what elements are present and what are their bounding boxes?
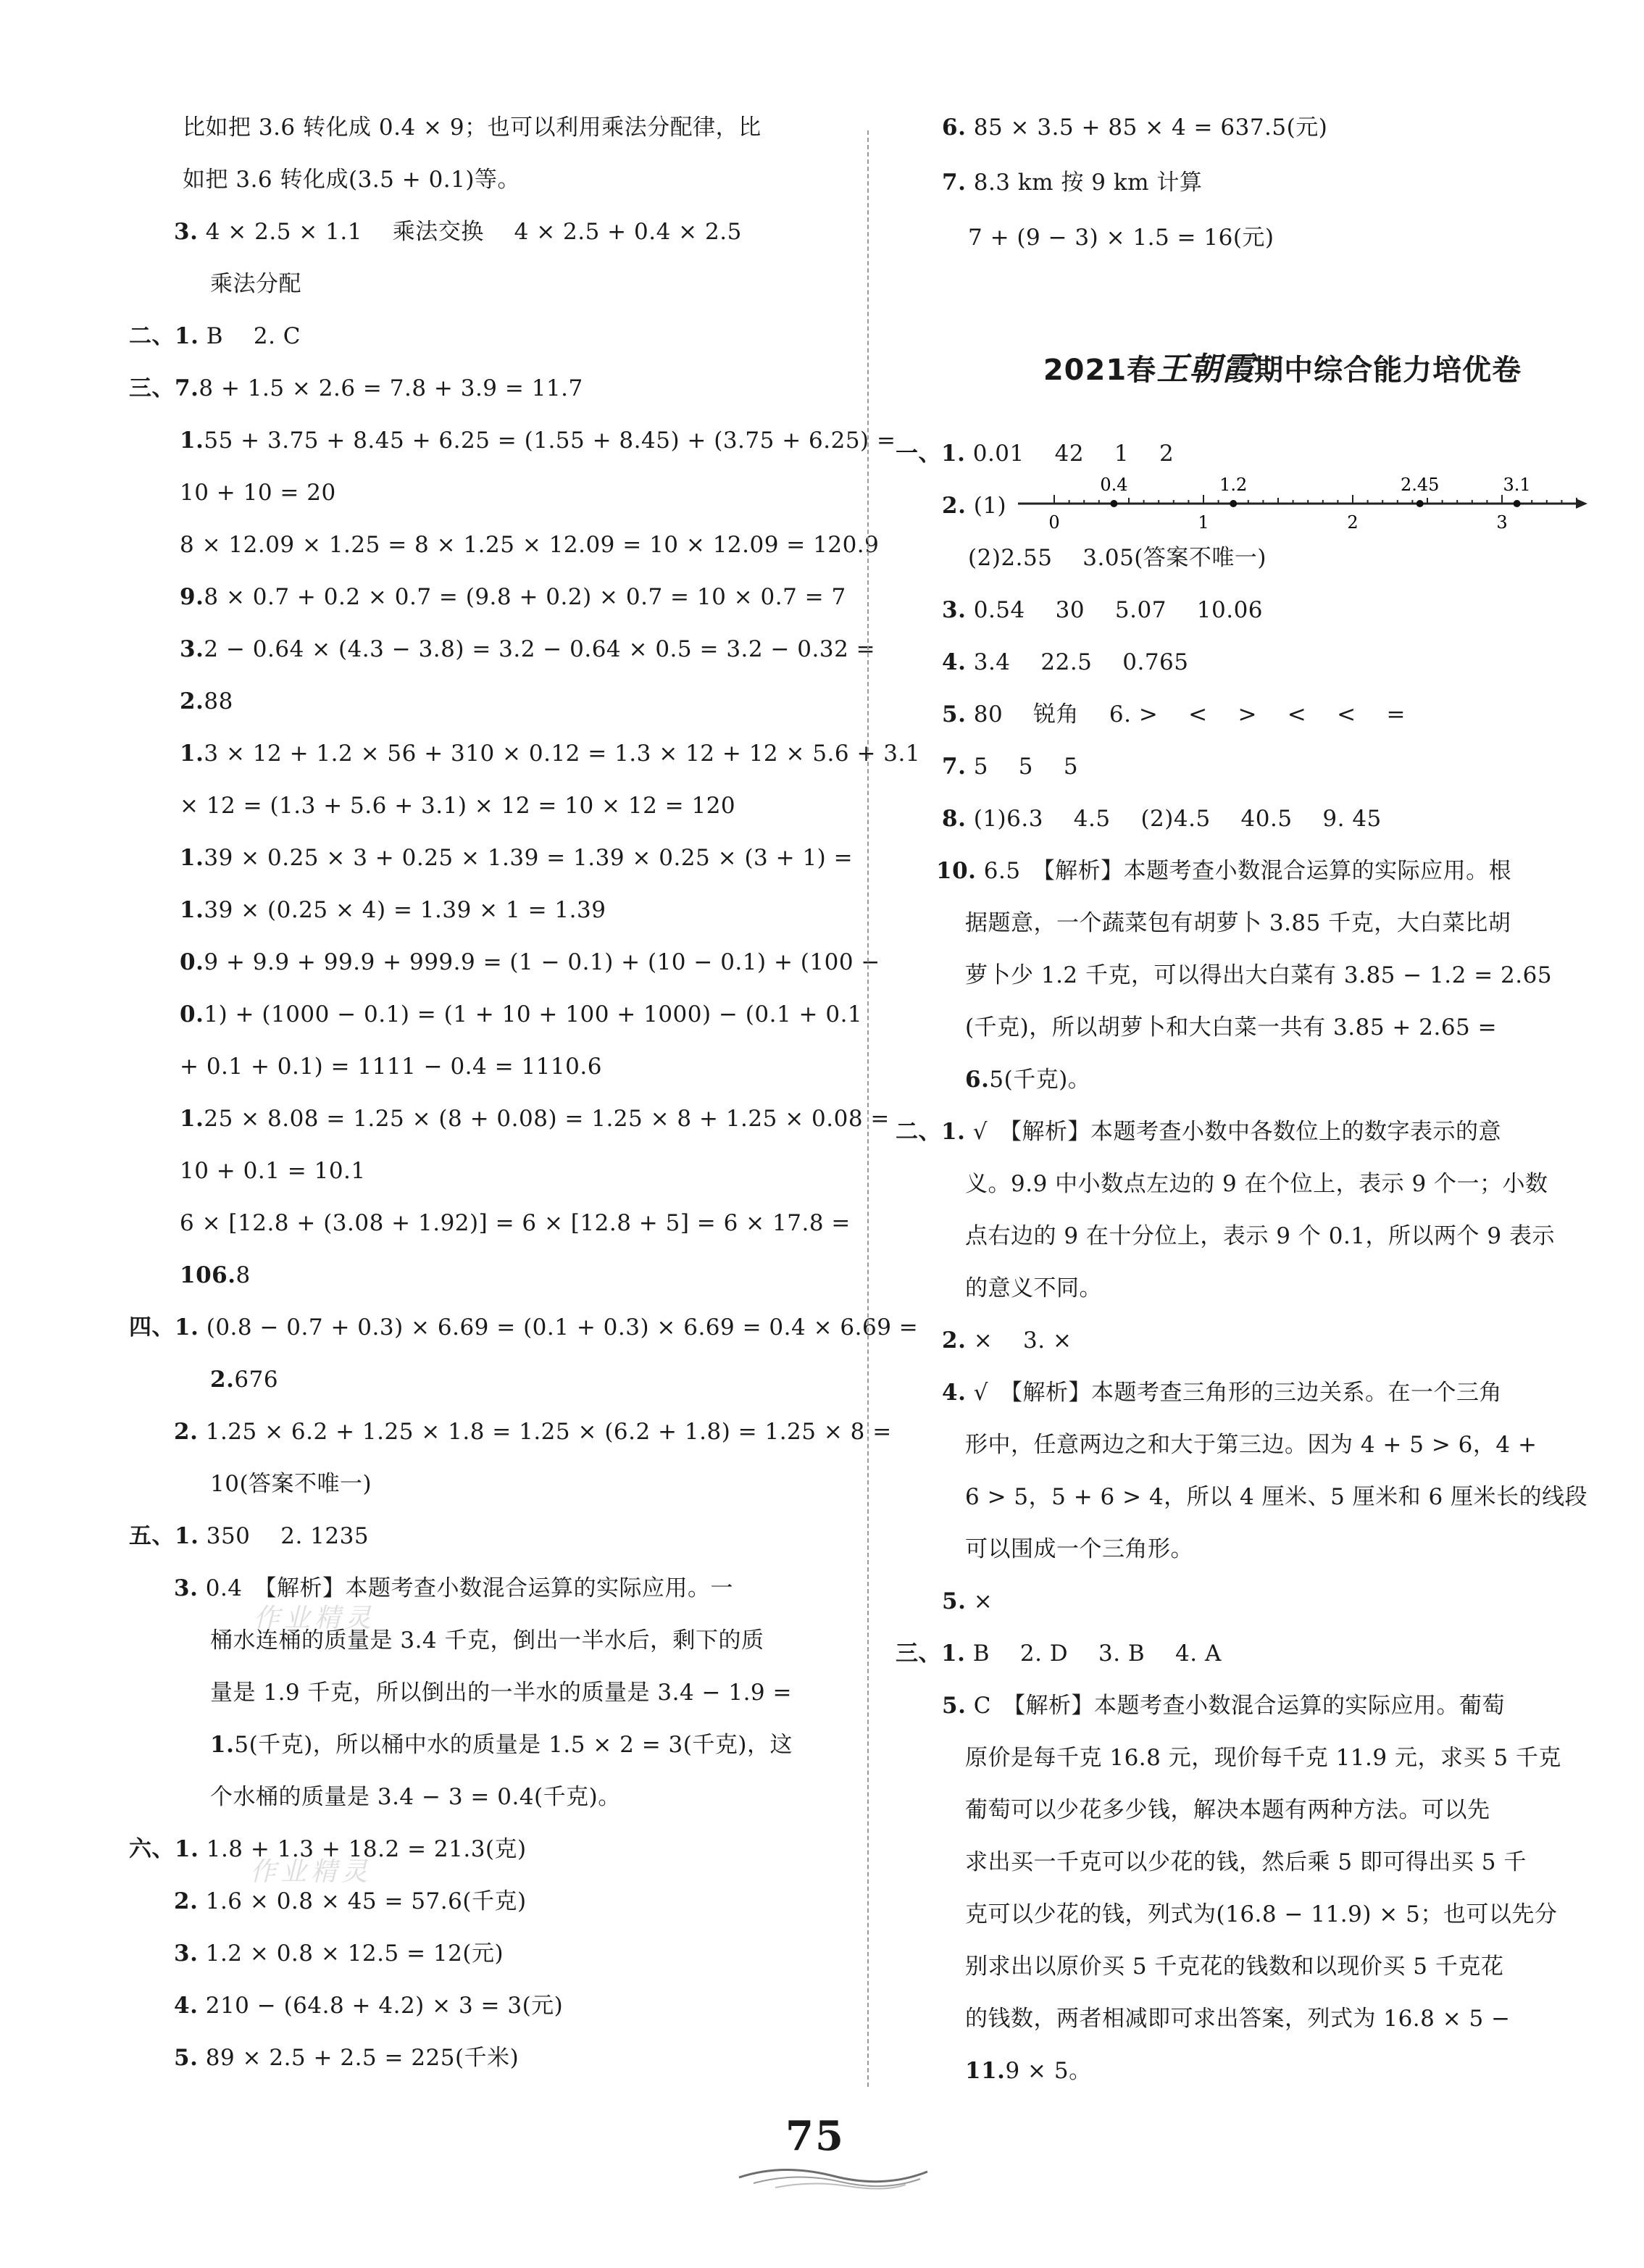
item-number: 4. [942,1380,967,1406]
number-line [1011,464,1590,543]
answer-line: 2. 1.6 × 0.8 × 45 = 57.6(千克) [174,1888,527,1914]
item-number: 1. [210,1732,235,1758]
answer-line: 1.55 + 3.75 + 8.45 + 6.25 = (1.55 + 8.45) + (3.75 + 6.25) = [180,428,896,454]
answer-line: 2.88 [180,688,233,714]
answer-line: 据题意，一个蔬菜包有胡萝卜 3.85 千克，大白菜比胡 [965,910,1511,936]
answer-line: (千克)，所以胡萝卜和大白菜一共有 3.85 + 2.65 = [965,1014,1498,1041]
answer-line: 二、1. √ 【解析】本题考查小数中各数位上的数字表示的意 [896,1119,1501,1145]
number-line-point [1230,500,1237,507]
item-number: 7. [942,754,967,780]
answer-line: 8 × 12.09 × 1.25 = 8 × 1.25 × 12.09 = 10 × 12.09 = 120.9 [180,532,880,558]
answer-line: 四、1. (0.8 − 0.7 + 0.3) × 6.69 = (0.1 + 0.3) × 6.69 = 0.4 × 6.69 = [129,1314,919,1341]
answer-line: 三、1. B 2. D 3. B 4. A [896,1640,1222,1667]
item-number: 2. [174,1888,199,1914]
item-number: 2. [174,1419,199,1445]
item-number: 四、1. [129,1314,199,1341]
answer-line: 1.25 × 8.08 = 1.25 × (8 + 0.08) = 1.25 × 8 + 1.25 × 0.08 = [180,1106,890,1132]
answer-line: 6 > 5，5 + 6 > 4，所以 4 厘米、5 厘米和 6 厘米长的线段 [965,1484,1588,1510]
answer-line: (2)2.55 3.05(答案不唯一) [968,545,1267,571]
item-number: 2. [180,688,204,714]
item-number: 9. [180,584,204,610]
item-number: 六、1. [129,1836,199,1862]
item-number: 3. [174,1575,199,1601]
answer-line: 5. 89 × 2.5 + 2.5 = 225(千米) [174,2045,520,2071]
answer-line: 如把 3.6 转化成(3.5 + 0.1)等。 [183,167,520,193]
answer-line: 一、1. 0.01 42 1 2 [896,441,1174,467]
watermark: 作业精灵 [254,1604,376,1633]
answer-line: 7 + (9 − 3) × 1.5 = 16(元) [968,225,1274,251]
column-separator [867,130,869,2087]
number-line-point [1110,500,1117,507]
answer-line: 4. √ 【解析】本题考查三角形的三边关系。在一个三角 [942,1380,1502,1406]
item-number: 3. [180,636,204,662]
number-line-point-label: 2.45 [1400,475,1440,495]
item-number: 7. [942,170,967,196]
answer-line: 5. C 【解析】本题考查小数混合运算的实际应用。葡萄 [942,1693,1505,1719]
answer-line: 1.39 × 0.25 × 3 + 0.25 × 1.39 = 1.39 × 0.25 × (3 + 1) = [180,845,854,871]
answer-line: 2. (1) [942,493,1007,519]
answer-line: 3. 0.4 【解析】本题考查小数混合运算的实际应用。一 [174,1575,734,1601]
number-line-tick-label: 2 [1347,512,1359,533]
item-number: 二、1. [896,1119,966,1145]
answer-line: 比如把 3.6 转化成 0.4 × 9；也可以利用乘法分配律，比 [183,114,762,141]
answer-line: 别求出以原价买 5 千克花的钱数和以现价买 5 千克花 [965,1954,1504,1980]
answer-line: 106.8 [180,1262,251,1288]
item-number: 6. [942,114,967,141]
wave-ornament-icon [725,2156,942,2192]
answer-line: 7. 5 5 5 [942,754,1079,780]
item-number: 5. [942,1693,967,1719]
item-number: 6. [965,1067,990,1093]
answer-line: 克可以少花的钱，列式为(16.8 − 11.9) × 5；也可以先分 [965,1901,1558,1927]
answer-line: 义。9.9 中小数点左边的 9 在个位上，表示 9 个一；小数 [965,1171,1548,1197]
answer-line: 3.2 − 0.64 × (4.3 − 3.8) = 3.2 − 0.64 × 0.5 = 3.2 − 0.32 = [180,636,876,662]
page-number: 75 [785,2112,845,2160]
answer-line: 0.1) + (1000 − 0.1) = (1 + 10 + 100 + 1000) − (0.1 + 0.1 [180,1001,863,1027]
answer-line: × 12 = (1.3 + 5.6 + 3.1) × 12 = 10 × 12 = 120 [180,793,736,819]
item-number: 2. [942,1327,967,1354]
item-number: 10. [936,858,977,884]
number-line-point [1416,500,1424,507]
answer-line: 点右边的 9 在十分位上，表示 9 个 0.1，所以两个 9 表示 [965,1223,1555,1249]
arrow-right-icon [1576,499,1587,509]
item-number: 5. [942,701,967,727]
answer-line: 求出买一千克可以少花的钱，然后乘 5 即可得出买 5 千 [965,1849,1527,1875]
answer-line: 5. 80 锐角 6. > < > < < = [942,701,1406,727]
answer-line: 11.9 × 5。 [965,2058,1092,2084]
item-number: 1. [180,1106,204,1132]
answer-line: 2. 1.25 × 6.2 + 1.25 × 1.8 = 1.25 × (6.2 + 1.8) = 1.25 × 8 = [174,1419,892,1445]
answer-line: 三、7.8 + 1.5 × 2.6 = 7.8 + 3.9 = 11.7 [129,375,583,401]
item-number: 0. [180,1001,204,1027]
answer-line: 二、1. B 2. C [129,323,301,349]
number-line-tick-label: 0 [1048,512,1060,533]
answer-line: 6 × [12.8 + (3.08 + 1.92)] = 6 × [12.8 + 5] = 6 × 17.8 = [180,1210,851,1236]
answer-line: 6.5(千克)。 [965,1067,1091,1093]
answer-line: 萝卜少 1.2 千克，可以得出大白菜有 3.85 − 1.2 = 2.65 [965,962,1553,988]
answer-line: 形中，任意两边之和大于第三边。因为 4 + 5 > 6，4 + [965,1432,1537,1458]
number-line-point-label: 0.4 [1100,475,1128,495]
item-number: 1. [180,897,204,923]
answer-line: 10(答案不唯一) [210,1471,372,1497]
title-suffix: 期中综合能力培优卷 [1254,354,1522,387]
item-number: 三、7. [129,375,199,401]
answer-line: 3. 1.2 × 0.8 × 12.5 = 12(元) [174,1940,504,1967]
answer-line: 10 + 0.1 = 10.1 [180,1158,366,1184]
item-number: 三、1. [896,1640,966,1667]
answer-line: 可以围成一个三角形。 [965,1536,1193,1562]
item-number: 2. [210,1367,235,1393]
answer-line: 10. 6.5 【解析】本题考查小数混合运算的实际应用。根 [936,858,1512,884]
item-number: 1. [180,845,204,871]
number-line-tick-label: 3 [1496,512,1508,533]
answer-line: + 0.1 + 0.1) = 1111 − 0.4 = 1110.6 [180,1054,602,1080]
item-number: 4. [942,649,967,675]
answer-line: 的钱数，两者相减即可求出答案，列式为 16.8 × 5 − [965,2006,1511,2032]
answer-line: 个水桶的质量是 3.4 − 3 = 0.4(千克)。 [210,1784,621,1810]
item-number: 1. [180,428,204,454]
item-number: 2. [942,493,967,519]
answer-line: 10 + 10 = 20 [180,480,336,506]
answer-line: 原价是每千克 16.8 元，现价每千克 11.9 元，求买 5 千克 [965,1745,1561,1771]
item-number: 5. [942,1588,967,1614]
answer-line: 1.39 × (0.25 × 4) = 1.39 × 1 = 1.39 [180,897,606,923]
item-number: 106. [180,1262,236,1288]
item-number: 11. [965,2058,1006,2084]
title-brand: 王朝霞 [1156,351,1255,388]
answer-line: 的意义不同。 [965,1275,1102,1301]
item-number: 一、1. [896,441,966,467]
item-number: 4. [174,1993,199,2019]
section-title [1007,351,1558,388]
answer-line: 2. × 3. × [942,1327,1072,1354]
number-line-point-label: 1.2 [1219,475,1248,495]
item-number: 8. [942,806,967,832]
number-line-tick-label: 1 [1198,512,1209,533]
answer-line: 1.5(千克)，所以桶中水的质量是 1.5 × 2 = 3(千克)，这 [210,1732,793,1758]
item-number: 3. [174,219,199,245]
answer-line: 3. 4 × 2.5 × 1.1 乘法交换 4 × 2.5 + 0.4 × 2.5 [174,219,742,245]
answer-line: 1.3 × 12 + 1.2 × 56 + 310 × 0.12 = 1.3 × 12 + 12 × 5.6 + 3.1 [180,741,921,767]
answer-line: 六、1. 1.8 + 1.3 + 18.2 = 21.3(克) [129,1836,527,1862]
number-line-point [1514,500,1521,507]
answer-line: 葡萄可以少花多少钱，解决本题有两种方法。可以先 [965,1797,1490,1823]
answer-line: 5. × [942,1588,993,1614]
answer-line: 2.676 [210,1367,279,1393]
item-number: 0. [180,949,204,975]
item-number: 3. [174,1940,199,1967]
answer-line: 0.9 + 9.9 + 99.9 + 999.9 = (1 − 0.1) + (10 − 0.1) + (100 − [180,949,880,975]
item-number: 二、1. [129,323,199,349]
item-number: 5. [174,2045,199,2071]
answer-line: 3. 0.54 30 5.07 10.06 [942,597,1264,623]
answer-line: 五、1. 350 2. 1235 [129,1523,370,1549]
title-prefix: 2021春 [1043,354,1157,387]
number-line-point-label: 3.1 [1503,475,1531,495]
answer-line: 9.8 × 0.7 + 0.2 × 0.7 = (9.8 + 0.2) × 0.7 = 10 × 0.7 = 7 [180,584,846,610]
answer-line: 量是 1.9 千克，所以倒出的一半水的质量是 3.4 − 1.9 = [210,1680,792,1706]
item-number: 五、1. [129,1523,199,1549]
watermark: 作业精灵 [250,1857,372,1887]
answer-line: 4. 3.4 22.5 0.765 [942,649,1189,675]
answer-line: 7. 8.3 km 按 9 km 计算 [942,170,1203,196]
answer-line: 4. 210 − (64.8 + 4.2) × 3 = 3(元) [174,1993,564,2019]
answer-line: 8. (1)6.3 4.5 (2)4.5 40.5 9. 45 [942,806,1382,832]
answer-line: 6. 85 × 3.5 + 85 × 4 = 637.5(元) [942,114,1328,141]
answer-line: 桶水连桶的质量是 3.4 千克，倒出一半水后，剩下的质 [210,1627,764,1654]
answer-line: 乘法分配 [210,271,301,297]
item-number: 1. [180,741,204,767]
item-number: 3. [942,597,967,623]
